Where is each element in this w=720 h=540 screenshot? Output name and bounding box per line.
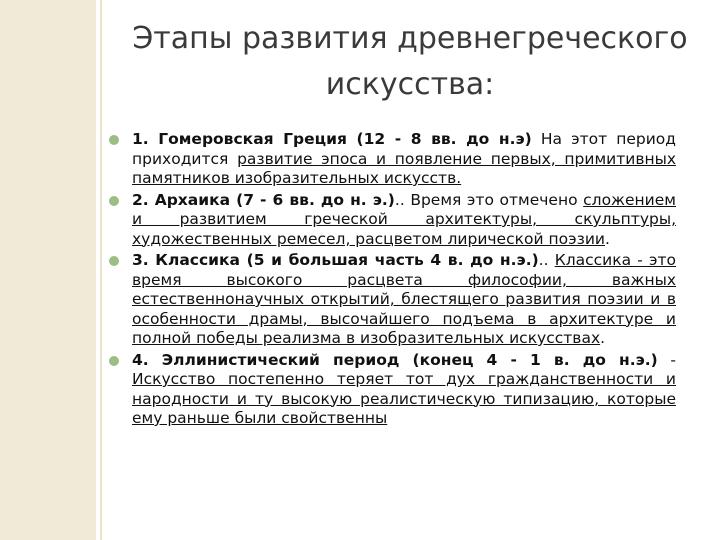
item-link-text: Классика - это время высокого расцвета философии, важных естественнонаучных открытий, блестящего развития поэзии и в особенности драмы, высочайшего подъема в архитектуре и полной победы реализма в изобразительных искусствах <box>132 251 676 347</box>
list-item <box>106 130 676 189</box>
item-text: На этот период приходится <box>132 130 676 168</box>
slide-title-line1: Этапы развития древнегреческого <box>132 21 688 56</box>
period-heading: 2. Архаика (7 - 6 вв. до н. э.) <box>132 190 395 209</box>
list-item <box>106 351 676 429</box>
item-text: .. <box>538 251 555 269</box>
list-item <box>106 251 676 349</box>
list-item <box>106 191 676 250</box>
item-link-text: сложением и развитием греческой архитектуры, скульптуры, художественных ремесел, расцветом лирической поэзии <box>132 190 676 248</box>
item-text: - <box>657 350 677 369</box>
bullet-dot-icon <box>109 135 119 145</box>
slide-title <box>110 16 710 108</box>
decorative-side-line <box>100 0 102 540</box>
decorative-side-stripe <box>0 0 96 540</box>
item-text: .. Время это отмечено <box>394 190 584 209</box>
item-link-text: развитие эпоса и появление первых, примитивных памятников изобразительных искусств. <box>132 149 676 187</box>
item-tail: . <box>600 329 606 347</box>
item-link-text: Искусство постепенно теряет тот дух гражданственности и народности и ту высокую реалистическую типизацию, которые ему раньше были свойственны <box>132 370 676 427</box>
bullet-dot-icon <box>109 196 119 206</box>
bullet-list <box>106 130 676 431</box>
period-heading: 3. Классика (5 и большая часть 4 в. до н.э.) <box>132 251 539 269</box>
slide-title-line2: искусства: <box>325 67 495 102</box>
period-heading: 1. Гомеровская Греция (12 - 8 вв. до н.э) <box>132 130 532 148</box>
bullet-dot-icon <box>109 356 119 366</box>
item-tail: . <box>604 229 610 248</box>
bullet-dot-icon <box>109 256 119 266</box>
period-heading: 4. Эллинистический период (конец 4 - 1 в. до н.э.) <box>132 350 658 369</box>
